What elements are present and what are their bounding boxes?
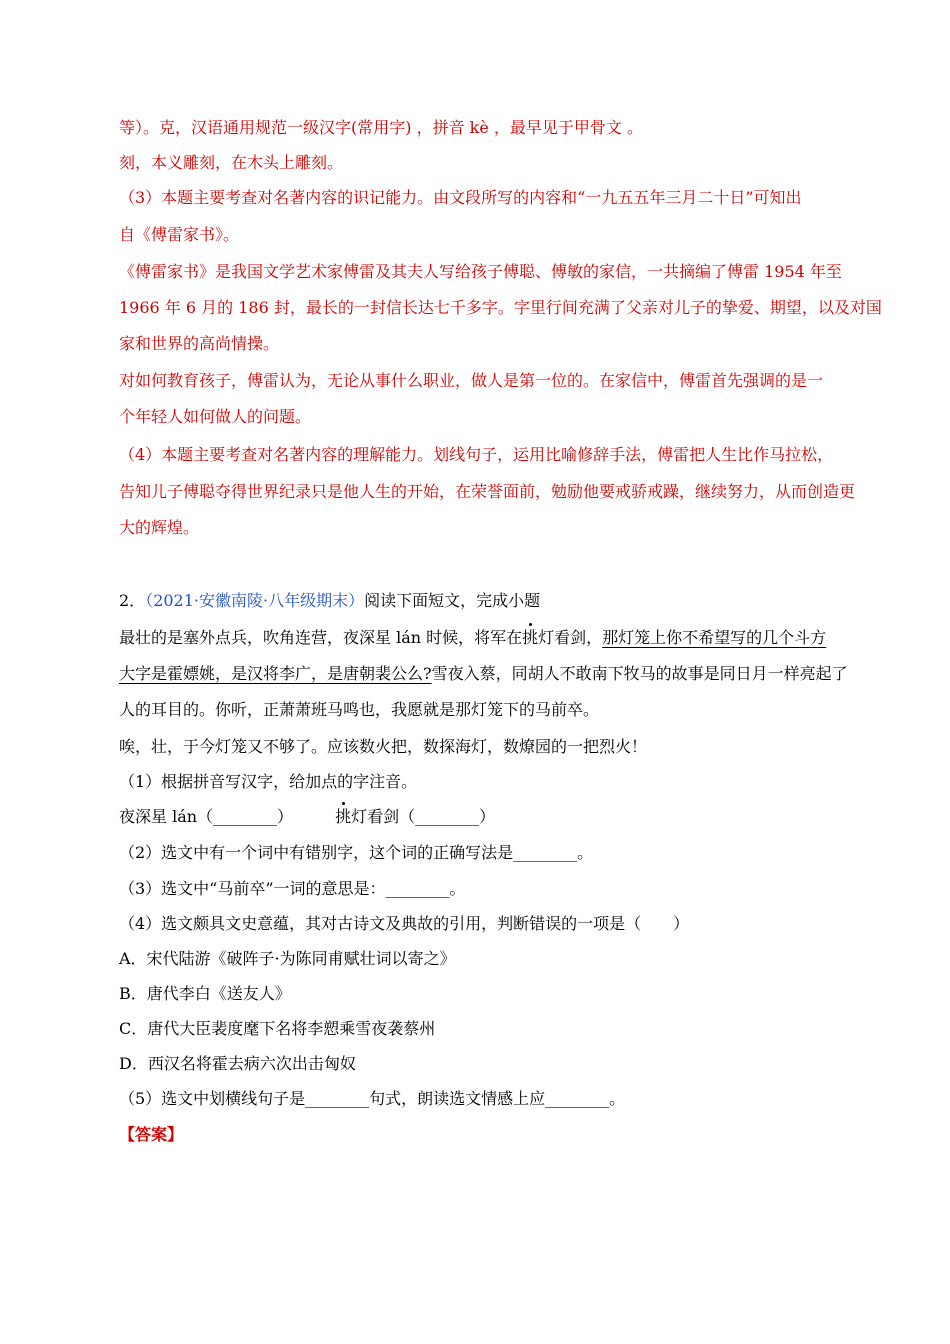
underlined-sentence: 大字是霍嫖姚，是汉将李广，是唐朝裴公么? xyxy=(119,664,432,683)
answer-text-line: 自《傅雷家书》。 xyxy=(119,225,240,244)
option-a: A．宋代陆游《破阵子·为陈同甫赋壮词以寄之》 xyxy=(119,949,456,968)
blank-field: 灯看剑（________） xyxy=(351,807,496,826)
answer-text-line: （4）本题主要考查对名著内容的理解能力。划线句子，运用比喻修辞手法，傅雷把人生比作马拉松， xyxy=(119,445,834,464)
answer-text-line: 家和世界的高尚情操。 xyxy=(119,334,280,353)
dotted-character: 挑 xyxy=(522,628,539,647)
sub-question-1-blanks xyxy=(119,806,495,828)
answer-text-line: （3）本题主要考查对名著内容的识记能力。由文段所写的内容和“一九五五年三月二十日”可知出 xyxy=(119,188,802,207)
question-instruction: 阅读下面短文，完成小题 xyxy=(364,591,541,610)
sub-question-5: （5）选文中划横线句子是________句式，朗读选文情感上应________。 xyxy=(119,1089,626,1108)
question-source: （2021·安徽南陵·八年级期末） xyxy=(145,591,365,610)
sub-question-4: （4）选文颇具文史意蕴，其对古诗文及典故的引用，判断错误的一项是（ ） xyxy=(119,914,690,933)
dotted-character: 挑 xyxy=(335,807,352,826)
option-c: C．唐代大臣裴度麾下名将李愬乘雪夜袭蔡州 xyxy=(119,1019,436,1038)
sub-question-3: （3）选文中“马前卒”一词的意思是：________。 xyxy=(119,879,466,898)
underlined-sentence: 那灯笼上你不希望写的几个斗方 xyxy=(602,628,827,647)
answer-text-line: 对如何教育孩子，傅雷认为，无论从事什么职业，做人是第一位的。在家信中，傅雷首先强调的是一 xyxy=(119,371,824,390)
answer-label: 【答案】 xyxy=(119,1125,184,1144)
answer-text-line: 等）。克，汉语通用规范一级汉字(常用字) ，拼音 kè ，最早见于甲骨文 。 xyxy=(119,118,643,137)
option-d: D．西汉名将霍去病六次出击匈奴 xyxy=(119,1054,356,1073)
passage-paragraph-1-cont xyxy=(119,663,848,685)
question-number: 2． xyxy=(119,591,146,610)
passage-paragraph-2: 唉，壮，于今灯笼又不够了。应该数火把，数探海灯，数燎园的一把烈火！ xyxy=(119,737,648,756)
passage-text: 灯看剑， xyxy=(538,628,603,647)
answer-text-line: 告知儿子傅聪夺得世界纪录只是他人生的开始，在荣誉面前，勉励他要戒骄戒躁，继续努力，从而创造更 xyxy=(119,482,856,501)
passage-text: 人的耳目的。你听，正萧萧班马鸣也，我愿就是那灯笼下的马前卒。 xyxy=(119,700,600,719)
passage-text: 最壮的是塞外点兵，吹角连营，夜深星 lán 时候，将军在 xyxy=(119,628,523,647)
answer-text-line: 大的辉煌。 xyxy=(119,518,200,537)
answer-text-line: 1966 年 6 月的 186 封，最长的一封信长达七千多字。字里行间充满了父亲对儿子的挚爱、期望，以及对国 xyxy=(119,298,882,317)
answer-text-line: 刻，本义雕刻，在木头上雕刻。 xyxy=(119,153,344,172)
sub-question-2: （2）选文中有一个词中有错别字，这个词的正确写法是________。 xyxy=(119,843,594,862)
sub-question-1: （1）根据拼音写汉字，给加点的字注音。 xyxy=(119,772,418,791)
blank-field: 夜深星 lán（________） xyxy=(119,807,294,826)
answer-text-line: 个年轻人如何做人的问题。 xyxy=(119,407,312,426)
option-b: B．唐代李白《送友人》 xyxy=(119,984,291,1003)
answer-text-line: 《傅雷家书》是我国文学艺术家傅雷及其夫人写给孩子傅聪、傅敏的家信，一共摘编了傅雷 1954 年至 xyxy=(119,262,842,281)
passage-paragraph-1 xyxy=(119,627,826,649)
passage-text: 雪夜入蔡，同胡人不敢南下牧马的故事是同日月一样亮起了 xyxy=(431,664,848,683)
question-2-header xyxy=(119,590,540,612)
